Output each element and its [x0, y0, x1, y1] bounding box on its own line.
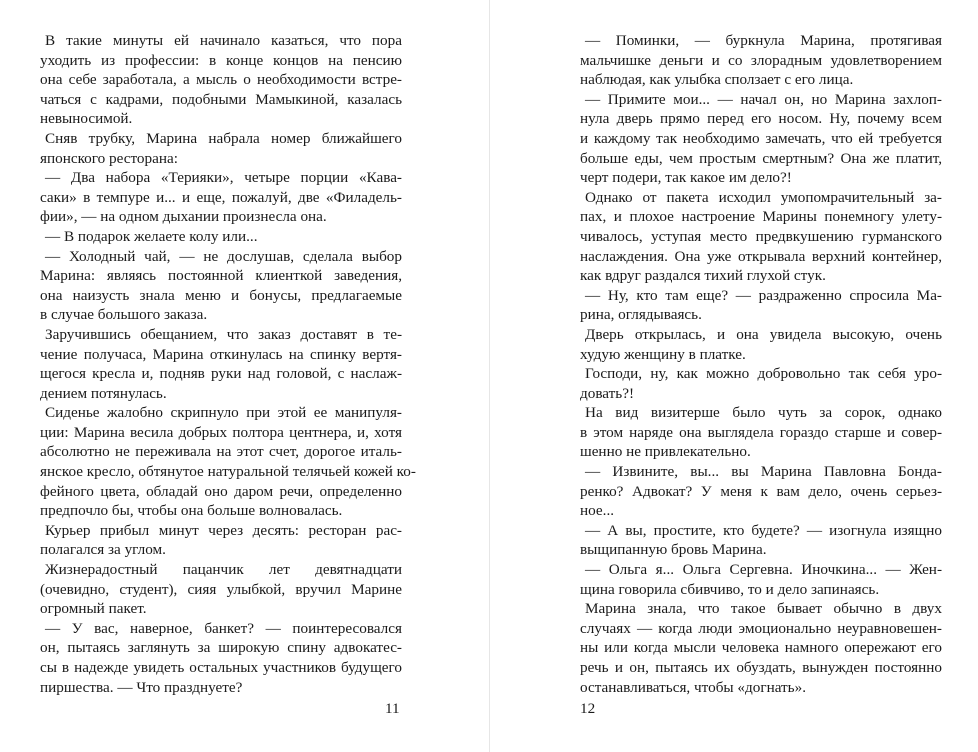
text-line: дением потянулась.	[40, 384, 167, 402]
text-line: Сняв трубку, Марина набрала номер ближайшего	[45, 129, 402, 147]
paragraph	[580, 560, 942, 599]
text-line: щегося кресла и, подняв руки над головой, с наслаж-	[40, 365, 402, 383]
text-line: ции: Марина весила добрых полтора центнера, и, хотя	[40, 423, 402, 441]
paragraph	[40, 560, 402, 619]
text-line: чивалось, уступая место предвкушению гурманского	[580, 227, 942, 245]
paragraph	[580, 188, 942, 286]
paragraph	[580, 90, 942, 188]
text-line: худую женщину в платке.	[580, 345, 746, 363]
text-line: — У вас, наверное, банкет? — поинтересовался	[45, 619, 402, 637]
text-line: пиршества. — Что празднуете?	[40, 678, 243, 696]
text-line: На вид визитерше было чуть за сорок, однако	[585, 404, 942, 422]
text-line: Марина: являясь постоянной клиенткой заведения,	[40, 267, 402, 285]
paragraph	[40, 247, 402, 325]
text-line: Заручившись обещанием, что заказ доставят в те-	[45, 325, 402, 343]
text-line: в этом наряде она выглядела гораздо старше и совер-	[580, 423, 942, 441]
text-line: чение получаса, Марина откинулась на спинку вертя-	[40, 345, 402, 363]
text-line: пах, и плохое настроение Марины понемногу улету-	[580, 208, 942, 226]
text-line: она наизусть знала меню и бонусы, предлагаемые	[40, 286, 402, 304]
text-line: Сиденье жалобно скрипнуло при этой ее манипуля-	[45, 404, 402, 422]
paragraph	[580, 521, 942, 560]
text-line: и каждому так необходимо замечать, что ей требуется	[580, 129, 942, 147]
text-line: фейного цвета, обладай оно даром речи, определенно	[40, 482, 402, 500]
text-line: фии», — на одном дыхании произнесла она.	[40, 208, 327, 226]
text-line: — Поминки, — буркнула Марина, протягивая	[585, 32, 942, 49]
text-line: полагался за углом.	[40, 541, 166, 559]
page-number-left: 11	[385, 700, 400, 717]
paragraph	[580, 403, 942, 462]
text-line: он, пытаясь заглянуть за широкую спину адвокатес-	[40, 639, 402, 657]
text-line: Марина знала, что такое бывает обычно в двух	[585, 600, 942, 618]
paragraph	[40, 168, 402, 227]
page-gutter	[489, 0, 490, 752]
paragraph	[40, 619, 402, 697]
text-line: — Ольга я... Ольга Сергевна. Иночкина... — Жен-	[585, 561, 942, 579]
text-line: выщипанную бровь Марина.	[580, 541, 767, 559]
paragraph	[40, 129, 402, 168]
text-line: больше еды, чем простым смертным? Она же платит,	[580, 149, 942, 167]
text-line: Жизнерадостный пацанчик лет девятнадцати	[45, 561, 402, 579]
text-line: сы в надежде увидеть остальных участников будущего	[40, 659, 402, 676]
text-line: останавливаться, чтобы «догнать».	[580, 678, 806, 696]
paragraph	[580, 364, 942, 403]
text-line: — Холодный чай, — не дослушав, сделала выбор	[45, 247, 402, 265]
text-line: — Два набора «Терияки», четыре порции «Кава-	[45, 169, 402, 187]
text-line: — В подарок желаете колу или...	[45, 227, 258, 245]
text-line: — Извините, вы... вы Марина Павловна Бонда-	[585, 463, 942, 481]
text-line: случаях — когда люди эмоционально неуравновешен-	[580, 619, 942, 637]
text-line: предпочло бы, чтобы она больше волновалась.	[40, 502, 343, 520]
text-line: невыносимой.	[40, 110, 133, 128]
text-line: японского ресторана:	[40, 149, 178, 167]
text-line: речь и он, пытаясь их обуздать, вынужден постоянно	[580, 659, 942, 676]
text-line: довать?!	[580, 384, 635, 402]
text-line: черт подери, так какое им дело?!	[580, 169, 792, 187]
text-line: — А вы, простите, кто будете? — изогнула изящно	[585, 521, 942, 539]
paragraph	[580, 462, 942, 521]
text-line: мальчишке деньги и со злорадным удовлетворением	[580, 51, 942, 69]
paragraph	[580, 325, 942, 364]
text-line: огромный пакет.	[40, 600, 147, 618]
text-line: — Примите мои... — начал он, но Марина захлоп-	[585, 90, 942, 108]
text-line: ны или когда мысли человека намного опережают его	[580, 639, 942, 657]
text-line: (очевидно, студент), сияя улыбкой, вручил Марине	[40, 580, 402, 598]
text-line: рина, оглядываясь.	[580, 306, 702, 324]
right-page-text	[580, 31, 942, 697]
paragraph	[580, 286, 942, 325]
text-line: чаться с кадрами, подобными Мамыкиной, казалась	[40, 90, 402, 108]
text-line: абсолютно не переживала на этот счет, дорогое италь-	[40, 443, 402, 461]
text-line: нула дверь прямо перед его носом. Ну, почему всем	[580, 110, 942, 128]
text-line: наблюдая, как улыбка сползает с его лица.	[580, 71, 854, 89]
text-line: ренко? Адвокат? У меня к вам дело, очень серьез-	[580, 482, 942, 500]
paragraph	[40, 227, 402, 247]
text-line: саки» в темпуре и... и еще, пожалуй, две «Филадель-	[40, 188, 402, 206]
text-line: уходить из профессии: в конце концов на пенсию	[40, 51, 402, 69]
paragraph	[580, 599, 942, 697]
text-line: наслаждения. Она уже открывала верхний контейнер,	[580, 247, 942, 265]
paragraph	[580, 31, 942, 90]
text-line: Однако от пакета исходил умопомрачительный за-	[585, 188, 942, 206]
text-line: Господи, ну, как можно добровольно так себя уро-	[585, 365, 942, 383]
left-page-text	[40, 31, 416, 697]
text-line: ное...	[580, 502, 615, 520]
text-line: шенно не привлекательно.	[580, 443, 751, 461]
paragraph	[40, 403, 416, 521]
text-line: — Ну, кто там еще? — раздраженно спросила Ма-	[585, 286, 942, 304]
page-number-right: 12	[580, 700, 596, 717]
text-line: как вдруг раздался тихий глухой стук.	[580, 267, 826, 285]
text-line: в случае большого заказа.	[40, 306, 208, 324]
text-line: янское кресло, обтянутое натуральной телячьей кожей ко-	[40, 463, 416, 481]
text-line: Курьер прибыл минут через десять: ресторан рас-	[45, 521, 402, 539]
text-line: щина говорила сбивчиво, то и дело запинаясь.	[580, 580, 880, 598]
paragraph	[40, 521, 402, 560]
text-line: она себе заработала, а мысль о необходимости встре-	[40, 71, 402, 89]
paragraph	[40, 325, 402, 403]
text-line: В такие минуты ей начинало казаться, что пора	[45, 32, 402, 49]
paragraph	[40, 31, 402, 129]
text-line: Дверь открылась, и она увидела высокую, очень	[585, 325, 942, 343]
